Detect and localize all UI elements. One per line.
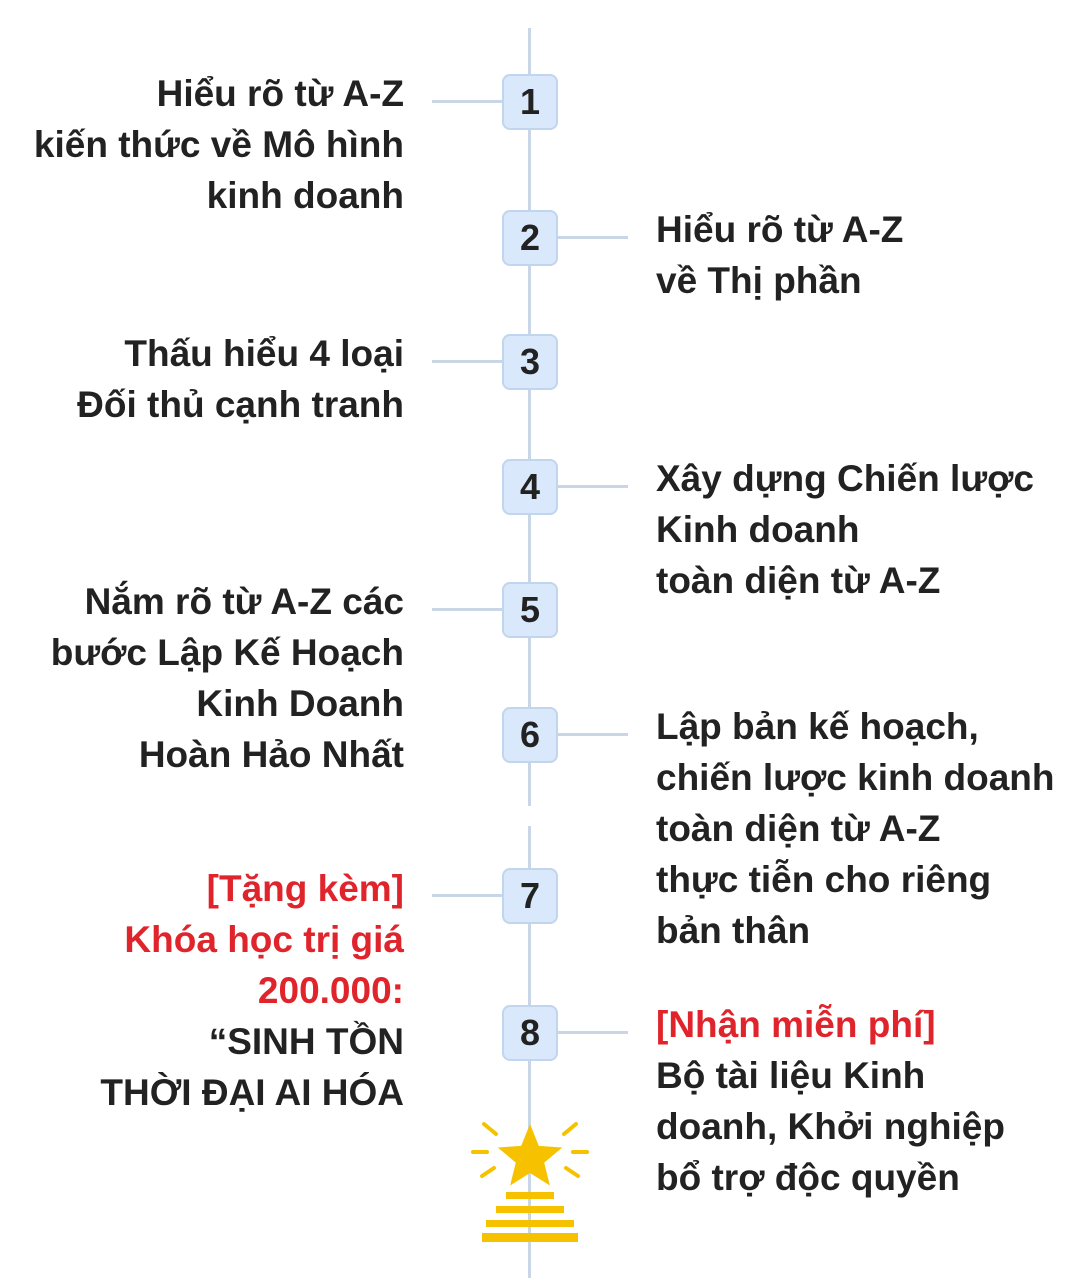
step-line: Lập bản kế hoạch, bbox=[656, 706, 979, 747]
step-6-text bbox=[656, 701, 1054, 956]
step-number-badge: 4 bbox=[502, 459, 558, 515]
step-line: THỜI ĐẠI AI HÓA bbox=[100, 1072, 404, 1113]
step-highlight-line: Khóa học trị giá bbox=[124, 919, 404, 960]
step-4-text bbox=[656, 453, 1034, 606]
step-line: Kinh doanh bbox=[656, 509, 860, 550]
step-line: Thấu hiểu 4 loại bbox=[124, 333, 404, 374]
step-line: Kinh Doanh bbox=[196, 683, 404, 724]
step-5-text bbox=[51, 576, 404, 780]
step-number-badge: 2 bbox=[502, 210, 558, 266]
step-highlight-line: 200.000: bbox=[257, 970, 404, 1011]
step-line: bước Lập Kế Hoạch bbox=[50, 632, 404, 673]
step-connector bbox=[432, 360, 504, 363]
step-line: kinh doanh bbox=[206, 175, 404, 216]
step-highlight-line: [Tặng kèm] bbox=[206, 868, 404, 909]
step-3-text bbox=[77, 328, 404, 430]
step-line: bổ trợ độc quyền bbox=[656, 1157, 960, 1198]
step-line: Nắm rõ từ A-Z các bbox=[84, 581, 404, 622]
step-line: Hiểu rõ từ A-Z bbox=[656, 209, 904, 250]
step-1-text bbox=[34, 68, 404, 221]
step-connector bbox=[432, 100, 504, 103]
step-line: thực tiễn cho riêng bbox=[656, 859, 992, 900]
step-line: toàn diện từ A-Z bbox=[656, 560, 941, 601]
step-line: toàn diện từ A-Z bbox=[656, 808, 941, 849]
step-line: Xây dựng Chiến lược bbox=[656, 458, 1035, 499]
step-number-badge: 5 bbox=[502, 582, 558, 638]
step-number-badge: 3 bbox=[502, 334, 558, 390]
step-line: về Thị phần bbox=[656, 260, 862, 301]
step-line: Hiểu rõ từ A-Z bbox=[156, 73, 404, 114]
step-number-badge: 1 bbox=[502, 74, 558, 130]
step-connector bbox=[432, 608, 504, 611]
step-connector bbox=[556, 1031, 628, 1034]
timeline-spine-upper bbox=[528, 28, 531, 806]
step-8-text bbox=[656, 999, 1005, 1203]
step-line: bản thân bbox=[656, 910, 811, 951]
step-number-badge: 7 bbox=[502, 868, 558, 924]
step-number-badge: 8 bbox=[502, 1005, 558, 1061]
step-number-badge: 6 bbox=[502, 707, 558, 763]
step-line: Bộ tài liệu Kinh bbox=[656, 1055, 926, 1096]
step-line: “SINH TỒN bbox=[208, 1021, 404, 1062]
step-connector bbox=[556, 236, 628, 239]
step-highlight-line: [Nhận miễn phí] bbox=[656, 1004, 936, 1045]
step-connector bbox=[556, 733, 628, 736]
step-line: kiến thức về Mô hình bbox=[33, 124, 404, 165]
step-2-text bbox=[656, 204, 903, 306]
step-line: chiến lược kinh doanh bbox=[656, 757, 1055, 798]
step-connector bbox=[556, 485, 628, 488]
step-line: Đối thủ cạnh tranh bbox=[77, 384, 404, 425]
step-line: Hoàn Hảo Nhất bbox=[138, 734, 404, 775]
step-7-text bbox=[100, 863, 404, 1118]
step-connector bbox=[432, 894, 504, 897]
trophy-star-icon bbox=[470, 1118, 590, 1243]
step-line: doanh, Khởi nghiệp bbox=[656, 1106, 1005, 1147]
